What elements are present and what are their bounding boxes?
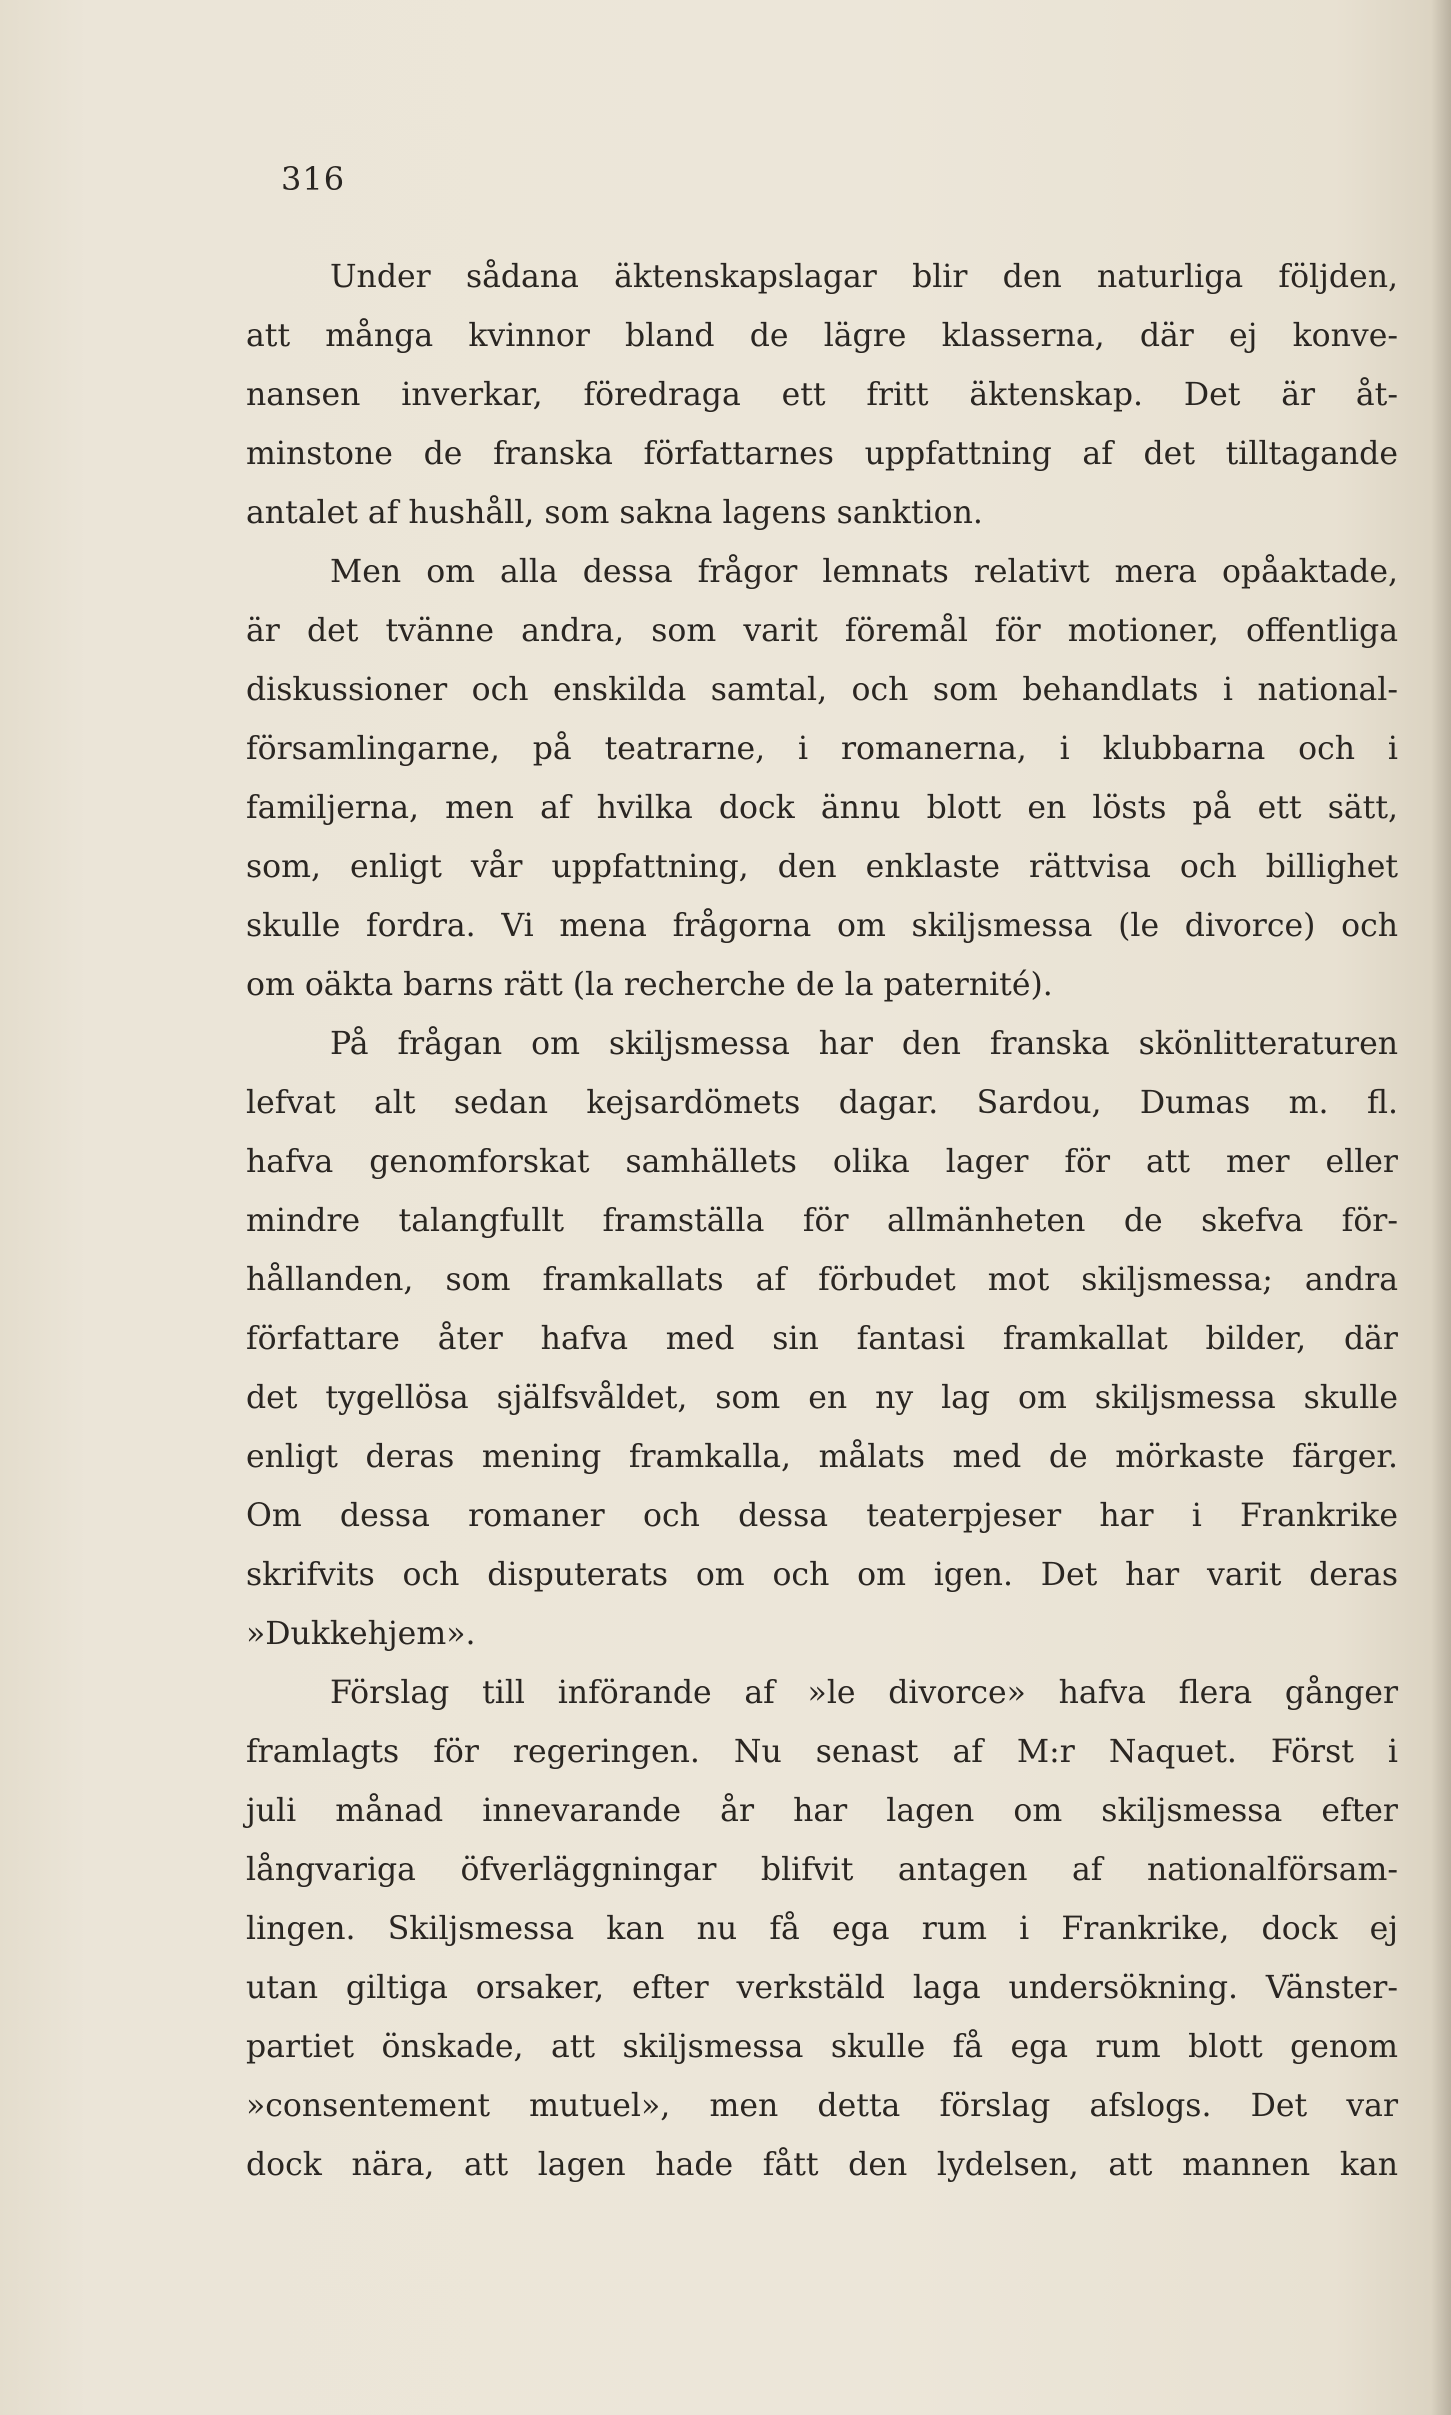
text-line: Om dessa romaner och dessa teaterpjeser har i Frankrike <box>246 1498 1398 1534</box>
text-line: minstone de franska författarnes uppfattning af det tilltagande <box>246 436 1398 472</box>
text-line: långvariga öfverläggningar blifvit antagen af nationalförsam- <box>246 1852 1398 1888</box>
text-line: »Dukkehjem». <box>246 1616 476 1652</box>
text-line: Under sådana äktenskapslagar blir den naturliga följden, <box>330 259 1398 295</box>
body-text <box>246 248 1398 2195</box>
text-line: familjerna, men af hvilka dock ännu blott en lösts på ett sätt, <box>246 790 1398 826</box>
text-line: partiet önskade, att skiljsmessa skulle få ega rum blott genom <box>246 2029 1398 2065</box>
text-line: lefvat alt sedan kejsardömets dagar. Sardou, Dumas m. fl. <box>246 1085 1398 1121</box>
page-number: 316 <box>281 160 346 198</box>
text-line: utan giltiga orsaker, efter verkstäld laga undersökning. Vänster- <box>246 1970 1398 2006</box>
text-line: att många kvinnor bland de lägre klasserna, där ej konve- <box>246 318 1398 354</box>
text-line: hållanden, som framkallats af förbudet mot skiljsmessa; andra <box>246 1262 1398 1298</box>
text-line: lingen. Skiljsmessa kan nu få ega rum i Frankrike, dock ej <box>246 1911 1398 1947</box>
text-line: skulle fordra. Vi mena frågorna om skiljsmessa (le divorce) och <box>246 908 1398 944</box>
text-line: det tygellösa själfsvåldet, som en ny lag om skiljsmessa skulle <box>246 1380 1398 1416</box>
text-line: »consentement mutuel», men detta förslag afslogs. Det var <box>246 2088 1398 2124</box>
text-line: framlagts för regeringen. Nu senast af M:r Naquet. Först i <box>246 1734 1398 1770</box>
text-line: enligt deras mening framkalla, målats med de mörkaste färger. <box>246 1439 1398 1475</box>
text-line: som, enligt vår uppfattning, den enklaste rättvisa och billighet <box>246 849 1398 885</box>
text-line: är det tvänne andra, som varit föremål för motioner, offentliga <box>246 613 1398 649</box>
text-line: diskussioner och enskilda samtal, och som behandlats i national- <box>246 672 1398 708</box>
page-edge-shadow <box>1431 0 1451 2415</box>
text-line: församlingarne, på teatrarne, i romanerna, i klubbarna och i <box>246 731 1398 767</box>
text-line: om oäkta barns rätt (la recherche de la paternité). <box>246 967 1053 1003</box>
text-line: På frågan om skiljsmessa har den franska skönlitteraturen <box>330 1026 1398 1062</box>
text-line: Förslag till införande af »le divorce» hafva flera gånger <box>330 1675 1398 1711</box>
text-line: skrifvits och disputerats om och om igen. Det har varit deras <box>246 1557 1398 1593</box>
text-line: Men om alla dessa frågor lemnats relativt mera opåaktade, <box>330 554 1398 590</box>
text-line: mindre talangfullt framställa för allmänheten de skefva för- <box>246 1203 1398 1239</box>
text-line: dock nära, att lagen hade fått den lydelsen, att mannen kan <box>246 2147 1398 2183</box>
text-line: antalet af hushåll, som sakna lagens sanktion. <box>246 495 983 531</box>
text-line: juli månad innevarande år har lagen om skiljsmessa efter <box>246 1793 1398 1829</box>
text-line: nansen inverkar, föredraga ett fritt äktenskap. Det är åt- <box>246 377 1398 413</box>
text-line: författare åter hafva med sin fantasi framkallat bilder, där <box>246 1321 1398 1357</box>
text-line: hafva genomforskat samhällets olika lager för att mer eller <box>246 1144 1398 1180</box>
